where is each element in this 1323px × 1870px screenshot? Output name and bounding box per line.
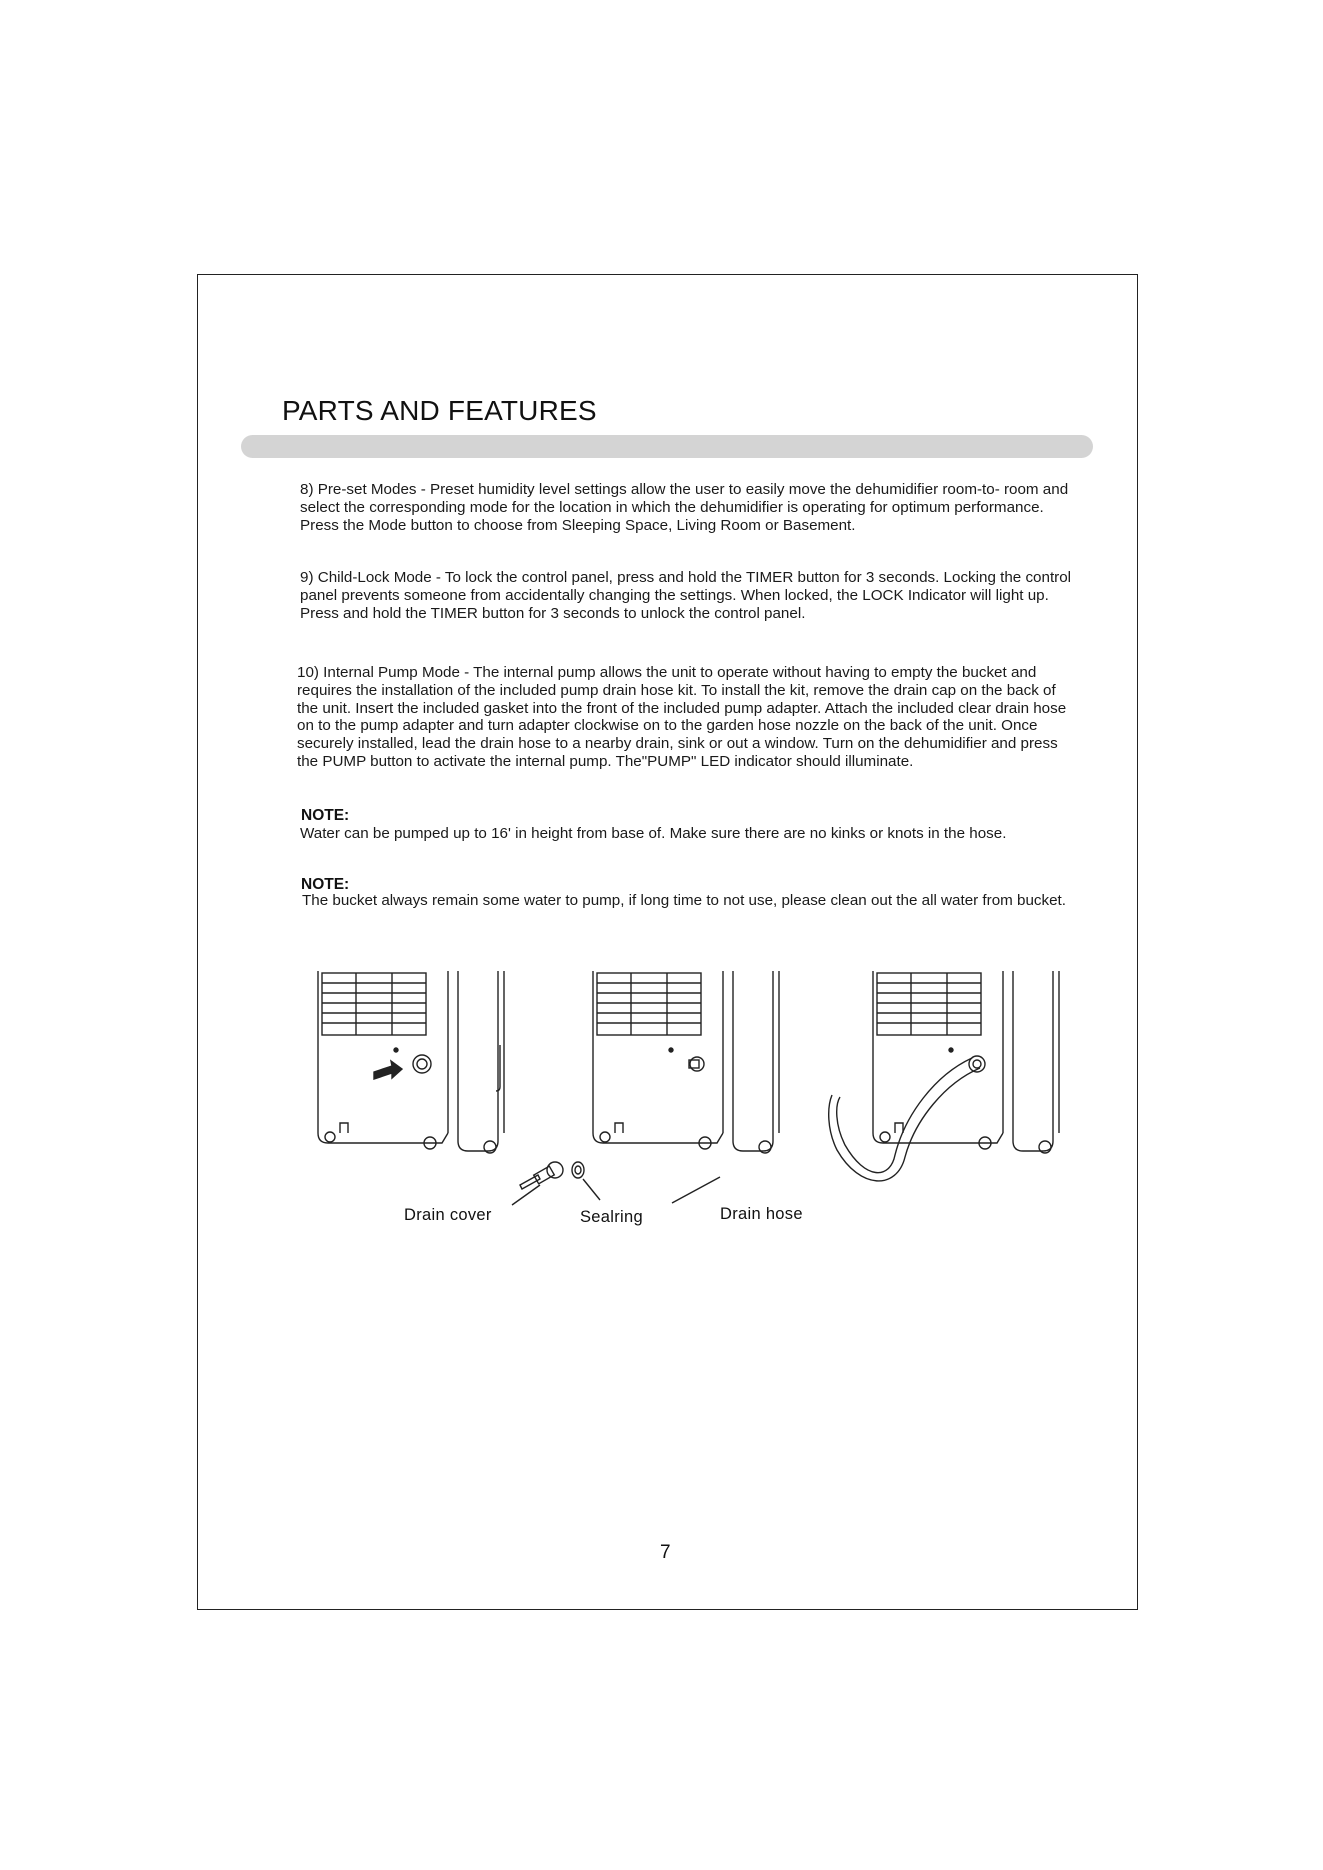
pump-installation-illustration (300, 965, 1080, 1235)
note-1-text: Water can be pumped up to 16' in height from base of. Make sure there are no kinks or knots in the hose. (300, 825, 1007, 842)
note-2-text: The bucket always remain some water to pump, if long time to not use, please clean out the all water from bucket. (302, 892, 1066, 909)
item-9-child-lock: 9) Child-Lock Mode - To lock the control panel, press and hold the TIMER button for 3 seconds. Locking the control panel prevents someone from accidentally changing the settings. When locked, the LOCK Indicator will light up. Press and hold the TIMER button for 3 seconds to unlock the control panel. (300, 569, 1072, 622)
drain-cover-part (520, 1162, 563, 1189)
page-title: PARTS AND FEATURES (282, 395, 597, 426)
unit-back-with-adapter (593, 971, 779, 1153)
item-10-internal-pump: 10) Internal Pump Mode - The internal pump allows the unit to operate without having to empty the bucket and requires the installation of the included pump drain hose kit. To install the kit, remove the drain cap on the back of the unit. Insert the included gasket into the front of the included pump adapter. Attach the included clear drain hose on to the pump adapter and turn adapter clockwise on to the garden hose nozzle on the back of the unit. Once securely installed, lead the drain hose to a nearby drain, sink or out a window. Turn on the dehumidifier and press the PUMP button to activate the internal pump. The"PUMP" LED indicator should illuminate. (297, 664, 1067, 770)
note-1-heading: NOTE: (301, 807, 350, 824)
unit-back-with-hose (829, 971, 1059, 1181)
unit-back-drain-cap-removed (318, 971, 504, 1153)
label-drain-hose: Drain hose (720, 1205, 803, 1223)
sealring-part (572, 1162, 584, 1178)
page-frame (197, 274, 1138, 1610)
label-sealring: Sealring (580, 1208, 643, 1226)
label-drain-cover: Drain cover (404, 1206, 492, 1224)
title-divider-bar (241, 435, 1093, 458)
page-number: 7 (660, 1542, 671, 1563)
item-8-preset-modes: 8) Pre-set Modes - Preset humidity level settings allow the user to easily move the dehumidifier room-to- room and select the corresponding mode for the location in which the dehumidifier is operating for optimum performance. Press the Mode button to choose from Sleeping Space, Living Room or Basement. (300, 481, 1069, 534)
note-2-heading: NOTE: (301, 876, 350, 893)
